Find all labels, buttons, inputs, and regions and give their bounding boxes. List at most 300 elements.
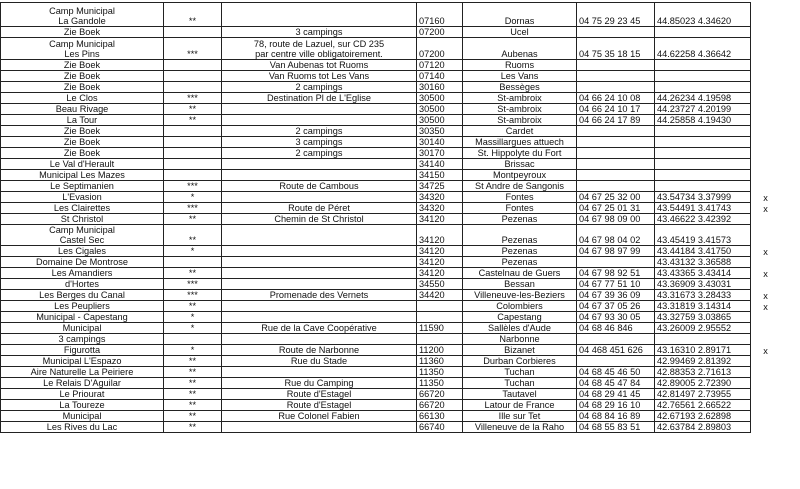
town-cell: Fontes xyxy=(463,203,577,214)
marker-cell xyxy=(751,378,781,389)
table-row xyxy=(1,82,781,93)
campsite-name-cell: Le Clos xyxy=(1,93,164,104)
address-cell xyxy=(222,225,417,246)
gps-cell xyxy=(655,60,751,71)
postcode-cell xyxy=(417,334,463,345)
address-cell xyxy=(222,246,417,257)
rating-cell xyxy=(164,82,222,93)
campsite-name-cell: Zie Boek xyxy=(1,82,164,93)
gps-cell: 43.36909 3.43031 xyxy=(655,279,751,290)
postcode-cell: 30140 xyxy=(417,137,463,148)
postcode-cell: 07120 xyxy=(417,60,463,71)
gps-cell: 42.81497 2.73955 xyxy=(655,389,751,400)
address-cell: 2 campings xyxy=(222,126,417,137)
postcode-cell: 34120 xyxy=(417,268,463,279)
table-row xyxy=(1,268,781,279)
rating-cell: * xyxy=(164,192,222,203)
rating-cell: ** xyxy=(164,104,222,115)
marker-cell xyxy=(751,3,781,27)
gps-cell xyxy=(655,126,751,137)
address-cell xyxy=(222,268,417,279)
rating-cell xyxy=(164,170,222,181)
gps-cell xyxy=(655,27,751,38)
table-row xyxy=(1,71,781,82)
marker-cell xyxy=(751,115,781,126)
campsite-name-cell: Les Rives du Lac xyxy=(1,422,164,433)
address-cell xyxy=(222,422,417,433)
campsite-name-cell: Municipal xyxy=(1,411,164,422)
campsite-name-cell: St Christol xyxy=(1,214,164,225)
campsite-name-cell: Camp Municipal La Gandole xyxy=(1,3,164,27)
phone-cell xyxy=(577,82,655,93)
address-cell: Van Aubenas tot Ruoms xyxy=(222,60,417,71)
town-cell: Ucel xyxy=(463,27,577,38)
marker-cell xyxy=(751,137,781,148)
phone-cell xyxy=(577,148,655,159)
table-row xyxy=(1,159,781,170)
address-cell: Rue du Stade xyxy=(222,356,417,367)
address-cell: Rue du Camping xyxy=(222,378,417,389)
campsite-name-cell: Municipal xyxy=(1,323,164,334)
phone-cell xyxy=(577,334,655,345)
marker-cell xyxy=(751,225,781,246)
gps-cell: 42.67193 2.62898 xyxy=(655,411,751,422)
table-row xyxy=(1,148,781,159)
marker-cell xyxy=(751,422,781,433)
address-cell: 3 campings xyxy=(222,27,417,38)
table-row xyxy=(1,367,781,378)
table-row xyxy=(1,290,781,301)
table-row xyxy=(1,378,781,389)
gps-cell: 44.62258 4.36642 xyxy=(655,38,751,60)
postcode-cell: 30500 xyxy=(417,104,463,115)
town-cell: St-ambroix xyxy=(463,104,577,115)
rating-cell xyxy=(164,257,222,268)
town-cell: Aubenas xyxy=(463,38,577,60)
table-row xyxy=(1,126,781,137)
address-cell xyxy=(222,301,417,312)
rating-cell xyxy=(164,334,222,345)
rating-cell: ** xyxy=(164,214,222,225)
gps-cell xyxy=(655,159,751,170)
town-cell: Colombiers xyxy=(463,301,577,312)
gps-cell: 43.44184 3.41750 xyxy=(655,246,751,257)
marker-cell: x xyxy=(763,301,768,312)
gps-cell: 42.89005 2.72390 xyxy=(655,378,751,389)
phone-cell: 04 67 77 51 10 xyxy=(577,279,655,290)
rating-cell: * xyxy=(164,323,222,334)
postcode-cell: 34550 xyxy=(417,279,463,290)
phone-cell: 04 68 29 41 45 xyxy=(577,389,655,400)
campsite-name-cell: Les Amandiers xyxy=(1,268,164,279)
rating-cell: *** xyxy=(164,290,222,301)
phone-cell: 04 67 39 36 09 xyxy=(577,290,655,301)
town-cell: Pezenas xyxy=(463,225,577,246)
table-row xyxy=(1,246,781,257)
marker-cell xyxy=(751,257,781,268)
address-cell xyxy=(222,312,417,323)
table-row xyxy=(1,334,781,345)
gps-cell: 43.16310 2.89171 xyxy=(655,345,751,356)
phone-cell: 04 68 55 83 51 xyxy=(577,422,655,433)
town-cell: Tuchan xyxy=(463,378,577,389)
phone-cell xyxy=(577,126,655,137)
marker-cell xyxy=(751,389,781,400)
phone-cell: 04 67 98 04 02 xyxy=(577,225,655,246)
postcode-cell: 30170 xyxy=(417,148,463,159)
marker-cell xyxy=(751,214,781,225)
postcode-cell: 34140 xyxy=(417,159,463,170)
campsite-name-cell: Le Priourat xyxy=(1,389,164,400)
table-row xyxy=(1,400,781,411)
marker-cell xyxy=(751,82,781,93)
phone-cell: 04 75 35 18 15 xyxy=(577,38,655,60)
rating-cell: ** xyxy=(164,3,222,27)
table-row xyxy=(1,3,781,27)
campsite-name-cell: Zie Boek xyxy=(1,137,164,148)
campsite-name-cell: Zie Boek xyxy=(1,60,164,71)
phone-cell xyxy=(577,60,655,71)
campsite-name-cell: d'Hortes xyxy=(1,279,164,290)
rating-cell xyxy=(164,126,222,137)
table-row xyxy=(1,225,781,246)
phone-cell: 04 75 29 23 45 xyxy=(577,3,655,27)
phone-cell xyxy=(577,181,655,192)
table-row xyxy=(1,27,781,38)
gps-cell xyxy=(655,334,751,345)
town-cell: Castelnau de Guers xyxy=(463,268,577,279)
address-cell xyxy=(222,159,417,170)
campsite-name-cell: La Toureze xyxy=(1,400,164,411)
postcode-cell: 11200 xyxy=(417,345,463,356)
campsite-name-cell: Les Cigales xyxy=(1,246,164,257)
campsite-name-cell: Domaine De Montrose xyxy=(1,257,164,268)
town-cell: Bessan xyxy=(463,279,577,290)
campsite-name-cell: Le Relais D'Aguilar xyxy=(1,378,164,389)
address-cell xyxy=(222,170,417,181)
gps-cell: 43.54734 3.37999 xyxy=(655,192,751,203)
phone-cell: 04 68 46 846 xyxy=(577,323,655,334)
phone-cell xyxy=(577,159,655,170)
rating-cell: *** xyxy=(164,93,222,104)
marker-cell: x xyxy=(763,203,768,214)
address-cell: Route d'Estagel xyxy=(222,389,417,400)
marker-cell xyxy=(751,104,781,115)
address-cell xyxy=(222,104,417,115)
phone-cell: 04 67 25 01 31 xyxy=(577,203,655,214)
town-cell: Pezenas xyxy=(463,214,577,225)
postcode-cell: 34320 xyxy=(417,203,463,214)
gps-cell: 43.26009 2.95552 xyxy=(655,323,751,334)
address-cell: 3 campings xyxy=(222,137,417,148)
table-row xyxy=(1,104,781,115)
gps-cell: 44.25858 4.19430 xyxy=(655,115,751,126)
postcode-cell: 34120 xyxy=(417,214,463,225)
postcode-cell: 07140 xyxy=(417,71,463,82)
gps-cell: 43.31819 3.14314 xyxy=(655,301,751,312)
campsite-name-cell: Les Clairettes xyxy=(1,203,164,214)
address-cell: Rue Colonel Fabien xyxy=(222,411,417,422)
marker-cell xyxy=(751,334,781,345)
campsite-name-cell: Beau Rivage xyxy=(1,104,164,115)
rating-cell: ** xyxy=(164,422,222,433)
table-row xyxy=(1,93,781,104)
town-cell: Dornas xyxy=(463,3,577,27)
marker-cell: x xyxy=(763,290,768,301)
phone-cell xyxy=(577,170,655,181)
rating-cell: *** xyxy=(164,279,222,290)
rating-cell: ** xyxy=(164,356,222,367)
campsite-name-cell: Municipal - Capestang xyxy=(1,312,164,323)
address-cell: Rue de la Cave Coopérative xyxy=(222,323,417,334)
campsite-name-cell: Figurotta xyxy=(1,345,164,356)
phone-cell: 04 67 98 97 99 xyxy=(577,246,655,257)
town-cell: St-ambroix xyxy=(463,115,577,126)
marker-cell xyxy=(751,159,781,170)
rating-cell: * xyxy=(164,345,222,356)
gps-cell xyxy=(655,82,751,93)
address-cell: Chemin de St Christol xyxy=(222,214,417,225)
gps-cell: 43.32759 3.03865 xyxy=(655,312,751,323)
table-row xyxy=(1,389,781,400)
address-cell: Route de Cambous xyxy=(222,181,417,192)
town-cell: St-ambroix xyxy=(463,93,577,104)
campsite-name-cell: Municipal L'Espazo xyxy=(1,356,164,367)
campsite-name-cell: Municipal Les Mazes xyxy=(1,170,164,181)
gps-cell: 44.85023 4.34620 xyxy=(655,3,751,27)
campsite-table-body xyxy=(1,3,781,433)
rating-cell xyxy=(164,137,222,148)
table-row xyxy=(1,411,781,422)
town-cell: Villeneuve-les-Beziers xyxy=(463,290,577,301)
campsite-name-cell: Aire Naturelle La Peiriere xyxy=(1,367,164,378)
rating-cell: ** xyxy=(164,115,222,126)
table-row xyxy=(1,115,781,126)
rating-cell xyxy=(164,148,222,159)
gps-cell: 44.23727 4.20199 xyxy=(655,104,751,115)
town-cell: St Andre de Sangonis xyxy=(463,181,577,192)
postcode-cell: 34420 xyxy=(417,290,463,301)
town-cell: Ruoms xyxy=(463,60,577,71)
table-row xyxy=(1,38,781,60)
phone-cell: 04 66 24 10 08 xyxy=(577,93,655,104)
phone-cell xyxy=(577,257,655,268)
campsite-name-cell: Zie Boek xyxy=(1,126,164,137)
rating-cell: ** xyxy=(164,301,222,312)
phone-cell xyxy=(577,137,655,148)
rating-cell: ** xyxy=(164,268,222,279)
marker-cell xyxy=(751,411,781,422)
postcode-cell: 34120 xyxy=(417,257,463,268)
postcode-cell: 66720 xyxy=(417,389,463,400)
phone-cell: 04 67 93 30 05 xyxy=(577,312,655,323)
postcode-cell: 30500 xyxy=(417,93,463,104)
table-row xyxy=(1,422,781,433)
gps-cell: 42.88353 2.71613 xyxy=(655,367,751,378)
gps-cell: 43.46622 3.42392 xyxy=(655,214,751,225)
town-cell: Durban Corbieres xyxy=(463,356,577,367)
gps-cell: 43.31673 3.28433 xyxy=(655,290,751,301)
rating-cell: ** xyxy=(164,225,222,246)
phone-cell: 04 66 24 17 89 xyxy=(577,115,655,126)
marker-cell xyxy=(751,279,781,290)
town-cell: Tuchan xyxy=(463,367,577,378)
postcode-cell: 34150 xyxy=(417,170,463,181)
postcode-cell: 07200 xyxy=(417,38,463,60)
postcode-cell: 66130 xyxy=(417,411,463,422)
marker-cell xyxy=(751,312,781,323)
marker-cell xyxy=(751,170,781,181)
campsite-name-cell: Camp Municipal Castel Sec xyxy=(1,225,164,246)
address-cell: Route de Péret xyxy=(222,203,417,214)
phone-cell: 04 67 37 05 26 xyxy=(577,301,655,312)
rating-cell xyxy=(164,60,222,71)
address-cell: 2 campings xyxy=(222,148,417,159)
gps-cell: 43.43365 3.43414 xyxy=(655,268,751,279)
address-cell xyxy=(222,334,417,345)
phone-cell xyxy=(577,71,655,82)
town-cell: Pezenas xyxy=(463,257,577,268)
campsite-name-cell: Zie Boek xyxy=(1,71,164,82)
rating-cell: *** xyxy=(164,38,222,60)
table-row xyxy=(1,181,781,192)
postcode-cell: 11350 xyxy=(417,367,463,378)
campsite-name-cell: L'Evasion xyxy=(1,192,164,203)
gps-cell xyxy=(655,71,751,82)
marker-cell: x xyxy=(763,268,768,279)
town-cell: Pezenas xyxy=(463,246,577,257)
address-cell: 78, route de Lazuel, sur CD 235 par centre ville obligatoirement. xyxy=(222,38,417,60)
gps-cell: 42.63784 2.89803 xyxy=(655,422,751,433)
campsite-name-cell: 3 campings xyxy=(1,334,164,345)
postcode-cell: 11590 xyxy=(417,323,463,334)
marker-cell xyxy=(751,126,781,137)
address-cell xyxy=(222,192,417,203)
marker-cell xyxy=(751,367,781,378)
address-cell xyxy=(222,3,417,27)
town-cell: Brissac xyxy=(463,159,577,170)
gps-cell: 43.54491 3.41743 xyxy=(655,203,751,214)
phone-cell: 04 68 45 47 84 xyxy=(577,378,655,389)
address-cell: Destination Pl de L'Eglise xyxy=(222,93,417,104)
table-row xyxy=(1,345,781,356)
campsite-name-cell: Les Peupliers xyxy=(1,301,164,312)
table-row xyxy=(1,214,781,225)
gps-cell: 42.99469 2.81392 xyxy=(655,356,751,367)
table-row xyxy=(1,312,781,323)
marker-cell xyxy=(751,38,781,60)
phone-cell: 04 67 25 32 00 xyxy=(577,192,655,203)
gps-cell xyxy=(655,170,751,181)
gps-cell xyxy=(655,137,751,148)
rating-cell xyxy=(164,159,222,170)
postcode-cell: 34120 xyxy=(417,246,463,257)
table-row xyxy=(1,137,781,148)
table-row xyxy=(1,170,781,181)
table-row xyxy=(1,203,781,214)
phone-cell: 04 68 84 16 89 xyxy=(577,411,655,422)
phone-cell: 04 68 29 16 10 xyxy=(577,400,655,411)
marker-cell xyxy=(751,148,781,159)
rating-cell: ** xyxy=(164,378,222,389)
table-row xyxy=(1,279,781,290)
postcode-cell: 07160 xyxy=(417,3,463,27)
town-cell: Tautavel xyxy=(463,389,577,400)
gps-cell: 44.26234 4.19598 xyxy=(655,93,751,104)
postcode-cell: 30350 xyxy=(417,126,463,137)
gps-cell: 43.43132 3.36588 xyxy=(655,257,751,268)
town-cell: Latour de France xyxy=(463,400,577,411)
rating-cell: ** xyxy=(164,389,222,400)
table-row xyxy=(1,323,781,334)
phone-cell: 04 68 45 46 50 xyxy=(577,367,655,378)
table-row xyxy=(1,257,781,268)
town-cell: Massillargues attuech xyxy=(463,137,577,148)
table-row xyxy=(1,60,781,71)
town-cell: St. Hippolyte du Fort xyxy=(463,148,577,159)
address-cell: Promenade des Vernets xyxy=(222,290,417,301)
town-cell: Fontes xyxy=(463,192,577,203)
address-cell: Route d'Estagel xyxy=(222,400,417,411)
rating-cell: ** xyxy=(164,411,222,422)
rating-cell xyxy=(164,27,222,38)
town-cell: Ille sur Tet xyxy=(463,411,577,422)
marker-cell xyxy=(751,400,781,411)
postcode-cell xyxy=(417,312,463,323)
rating-cell: ** xyxy=(164,367,222,378)
postcode-cell: 66740 xyxy=(417,422,463,433)
marker-cell: x xyxy=(763,246,768,257)
campsite-table xyxy=(0,2,781,433)
postcode-cell xyxy=(417,301,463,312)
town-cell: Sallèles d'Aude xyxy=(463,323,577,334)
marker-cell xyxy=(751,60,781,71)
postcode-cell: 11350 xyxy=(417,378,463,389)
phone-cell: 04 66 24 10 17 xyxy=(577,104,655,115)
postcode-cell: 30500 xyxy=(417,115,463,126)
postcode-cell: 66720 xyxy=(417,400,463,411)
marker-cell xyxy=(751,323,781,334)
postcode-cell: 34320 xyxy=(417,192,463,203)
address-cell: Van Ruoms tot Les Vans xyxy=(222,71,417,82)
address-cell xyxy=(222,367,417,378)
rating-cell: * xyxy=(164,312,222,323)
rating-cell: *** xyxy=(164,203,222,214)
postcode-cell: 07200 xyxy=(417,27,463,38)
postcode-cell: 30160 xyxy=(417,82,463,93)
address-cell xyxy=(222,279,417,290)
phone-cell: 04 67 98 09 00 xyxy=(577,214,655,225)
marker-cell xyxy=(751,181,781,192)
phone-cell xyxy=(577,356,655,367)
campsite-name-cell: Zie Boek xyxy=(1,27,164,38)
town-cell: Bessèges xyxy=(463,82,577,93)
gps-cell xyxy=(655,148,751,159)
rating-cell: *** xyxy=(164,181,222,192)
town-cell: Narbonne xyxy=(463,334,577,345)
rating-cell xyxy=(164,71,222,82)
address-cell: 2 campings xyxy=(222,82,417,93)
phone-cell xyxy=(577,27,655,38)
town-cell: Montpeyroux xyxy=(463,170,577,181)
marker-cell: x xyxy=(763,345,768,356)
marker-cell xyxy=(751,356,781,367)
phone-cell: 04 468 451 626 xyxy=(577,345,655,356)
campsite-name-cell: Les Berges du Canal xyxy=(1,290,164,301)
marker-cell xyxy=(751,71,781,82)
rating-cell: ** xyxy=(164,400,222,411)
address-cell xyxy=(222,257,417,268)
